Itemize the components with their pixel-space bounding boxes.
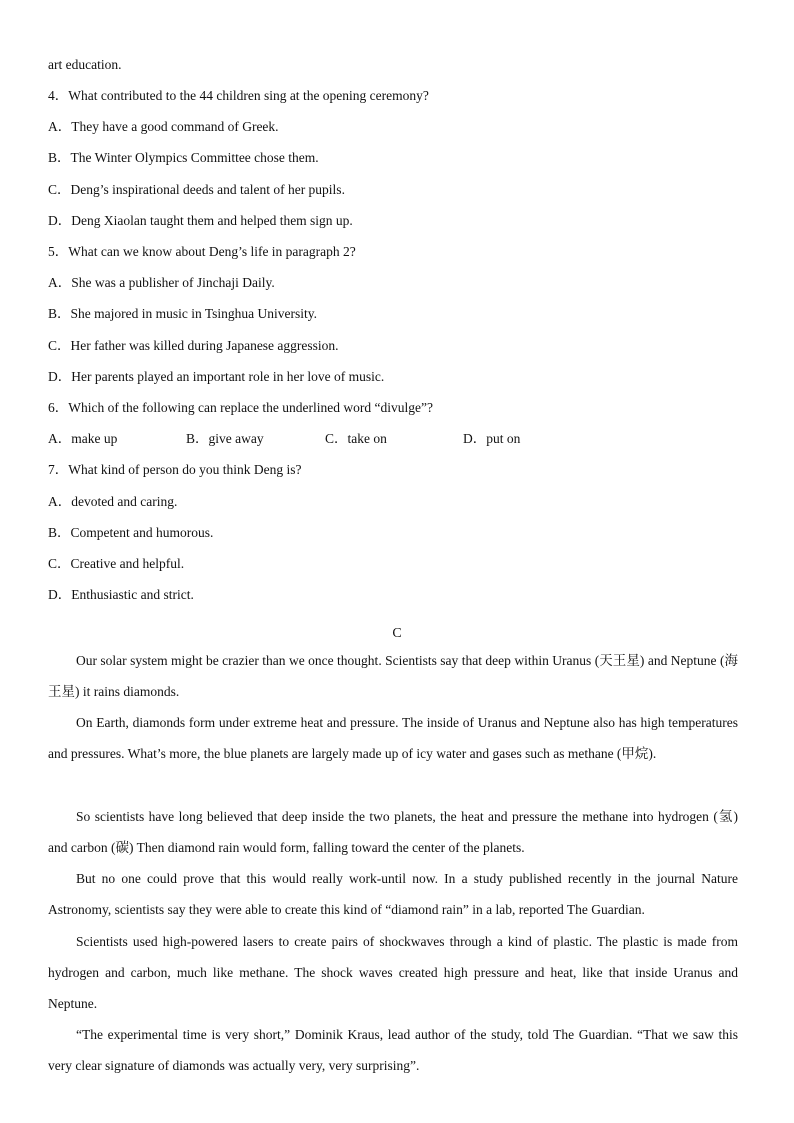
question-5-option-d: D．Her parents played an important role in her love of music. <box>48 369 385 384</box>
question-6-option-a: A．make up <box>48 431 118 446</box>
question-4-option-b: B．The Winter Olympics Committee chose them. <box>48 150 319 165</box>
question-4-option-c: C．Deng’s inspirational deeds and talent of her pupils. <box>48 182 345 197</box>
question-4-option-a: A．They have a good command of Greek. <box>48 119 279 134</box>
question-7-option-b: B．Competent and humorous. <box>48 525 214 540</box>
passage-paragraph-4: But no one could prove that this would really work-until now. In a study published recently in the journal Nature Astronomy, scientists say they were able to create this kind of “diamond rain” in a lab, reported The Guardian. <box>48 871 738 918</box>
passage-paragraph-1: Our solar system might be crazier than we once thought. Scientists say that deep within Uranus (天王星) and Neptune (海王星) it rains diamonds. <box>48 653 738 700</box>
question-line: art education. <box>48 57 122 72</box>
question-6-option-c: C．take on <box>325 431 387 446</box>
question-5-option-c: C．Her father was killed during Japanese aggression. <box>48 338 339 353</box>
question-5-option-b: B．She majored in music in Tsinghua University. <box>48 306 318 321</box>
question-7-option-a: A．devoted and caring. <box>48 494 178 509</box>
question-5-option-a: A．She was a publisher of Jinchaji Daily. <box>48 275 275 290</box>
question-6-stem: 6．Which of the following can replace the underlined word “divulge”? <box>48 400 433 415</box>
passage-paragraph-3: So scientists have long believed that deep inside the two planets, the heat and pressure the methane into hydrogen (氢) and carbon (碳) Then diamond rain would form, falling toward the center of the planets. <box>48 809 738 856</box>
question-7-option-d: D．Enthusiastic and strict. <box>48 587 194 602</box>
question-6-option-b: B．give away <box>186 431 264 446</box>
question-6-options <box>48 430 748 448</box>
passage-paragraph-2: On Earth, diamonds form under extreme heat and pressure. The inside of Uranus and Neptune also has high temperatures and pressures. What’s more, the blue planets are largely made up of icy water and gases such as methane (甲烷). <box>48 715 738 762</box>
question-5-stem: 5．What can we know about Deng’s life in paragraph 2? <box>48 244 356 259</box>
question-6-option-d: D．put on <box>463 431 521 446</box>
question-7-option-c: C．Creative and helpful. <box>48 556 185 571</box>
passage-paragraph-6: “The experimental time is very short,” Dominik Kraus, lead author of the study, told The Guardian. “That we saw this very clear signature of diamonds was actually very, very surprising”. <box>48 1027 738 1074</box>
passage-paragraph-5: Scientists used high-powered lasers to create pairs of shockwaves through a kind of plastic. The plastic is made from hydrogen and carbon, much like methane. The shock waves created high pressure and heat, like that inside Uranus and Neptune. <box>48 934 738 1012</box>
question-4-option-d: D．Deng Xiaolan taught them and helped them sign up. <box>48 213 353 228</box>
section-title: C <box>392 626 402 641</box>
question-7-stem: 7．What kind of person do you think Deng is? <box>48 462 302 477</box>
question-4-stem: 4．What contributed to the 44 children sing at the opening ceremony? <box>48 88 429 103</box>
